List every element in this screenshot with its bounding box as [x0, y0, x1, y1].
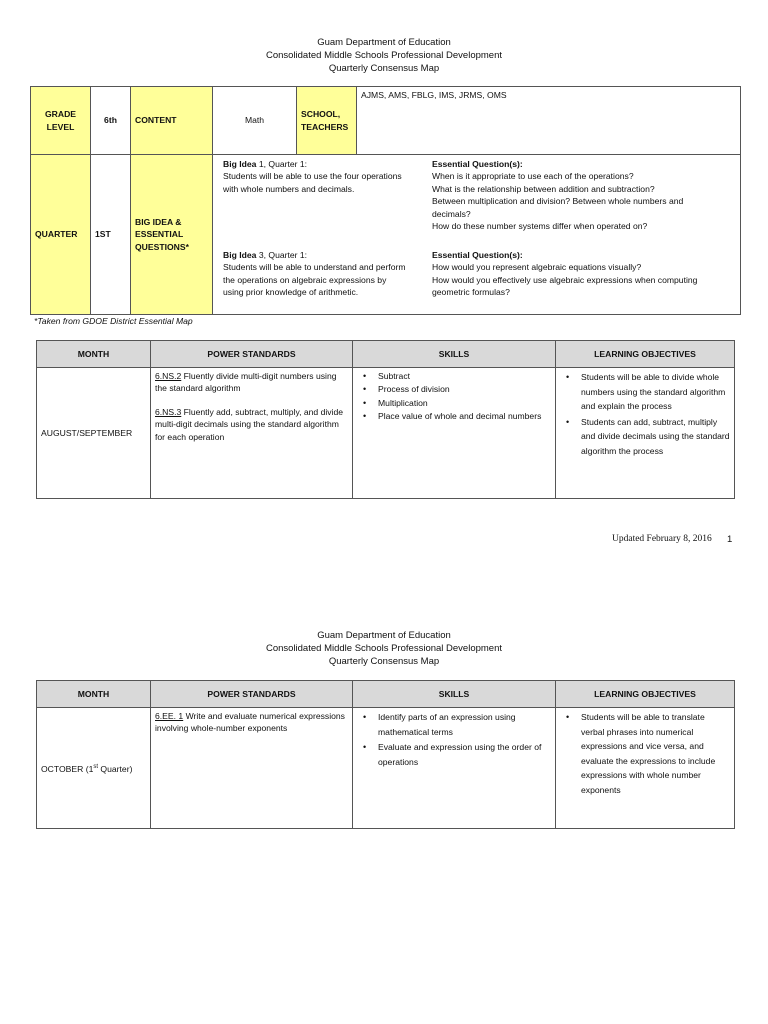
big-idea-3-text: Students will be able to understand and perform the operations on algebraic expressions by using prior knowledge of arithmetic. — [223, 262, 406, 298]
col-header-learning-objectives: LEARNING OBJECTIVES — [556, 681, 735, 708]
list-item: • Identify parts of an expression using mathematical terms — [357, 710, 551, 739]
updated-date: Updated February 8, 2016 — [612, 534, 712, 544]
list-item: • Students can add, subtract, multiply and divide decimals using the standard algorithm the process — [560, 415, 730, 459]
power-standards-cell: 6.EE. 1 Write and evaluate numerical expressions involving whole-number exponents — [151, 708, 353, 829]
big-idea-3: Big Idea 3, Quarter 1: Students will be able to understand and perform the operations on algebraic expressions by using prior knowledge of arithmetic. — [223, 250, 406, 298]
header-line-1: Guam Department of Education — [317, 37, 451, 48]
col-header-month: MONTH — [37, 341, 151, 368]
standard-code: 6.EE. 1 — [155, 711, 184, 721]
grade-level-label: GRADE LEVEL — [31, 87, 91, 155]
page1-header — [0, 36, 768, 75]
col-header-learning-objectives: LEARNING OBJECTIVES — [556, 341, 735, 368]
big-ideas-cell — [213, 155, 741, 315]
month-table-1 — [36, 340, 735, 499]
list-item: • Students will be able to translate verbal phrases into numerical expressions and vice versa, and evaluate the expressions to include expressions with whole number exponents — [560, 710, 730, 798]
col-header-skills: SKILLS — [353, 681, 556, 708]
header-line-3: Quarterly Consensus Map — [328, 63, 440, 74]
list-item: • Subtract — [357, 370, 551, 382]
footnote: *Taken from GDOE District Essential Map — [34, 316, 193, 326]
list-item: • Students will be able to divide whole numbers using the standard algorithm and explain the process — [560, 370, 730, 414]
school-value: AJMS, AMS, FBLG, IMS, JRMS, OMS — [357, 87, 741, 155]
header-line-2: Consolidated Middle Schools Professional Development — [265, 643, 503, 654]
content-label: CONTENT — [131, 87, 213, 155]
standard-code: 6.NS.2 — [155, 371, 182, 381]
col-header-skills: SKILLS — [353, 341, 556, 368]
objectives-cell — [556, 708, 735, 829]
list-item: • Multiplication — [357, 397, 551, 409]
grade-level-value: 6th — [91, 87, 131, 155]
objectives-cell — [556, 368, 735, 499]
skills-cell — [353, 368, 556, 499]
quarter-label: QUARTER — [31, 155, 91, 315]
big-idea-1-text: Students will be able to use the four operations with whole numbers and decimals. — [223, 171, 402, 194]
essential-questions-3: Essential Question(s): How would you represent algebraic equations visually? How would you effectively use algebraic expressions when computing geometric formulas? — [432, 250, 698, 298]
header-line-2: Consolidated Middle Schools Professional Development — [265, 50, 503, 61]
col-header-power-standards: POWER STANDARDS — [151, 341, 353, 368]
school-label: SCHOOL, TEACHERS — [297, 87, 357, 155]
col-header-power-standards: POWER STANDARDS — [151, 681, 353, 708]
month-cell: OCTOBER (1st Quarter) — [37, 708, 151, 829]
header-line-3: Quarterly Consensus Map — [328, 656, 440, 667]
skills-cell — [353, 708, 556, 829]
quarter-value: 1ST — [91, 155, 131, 315]
standard-code: 6.NS.3 — [155, 406, 182, 417]
essential-questions-1: Essential Question(s): When is it appropriate to use each of the operations? What is the relationship between addition and subtraction? Between multiplication and division? Between whole numbers and decimals? How do these number systems differ when operated on? — [432, 159, 684, 232]
month-table-2 — [36, 680, 735, 829]
list-item: • Evaluate and expression using the order of operations — [357, 740, 551, 769]
page-number: 1 — [727, 534, 733, 545]
page2-header — [0, 629, 768, 668]
big-idea-label: BIG IDEA & ESSENTIAL QUESTIONS* — [131, 155, 213, 315]
header-line-1: Guam Department of Education — [317, 630, 451, 641]
list-item: • Process of division — [357, 383, 551, 395]
month-cell: AUGUST/SEPTEMBER — [37, 368, 151, 499]
list-item: • Place value of whole and decimal numbers — [357, 410, 551, 422]
big-idea-1: Big Idea 1, Quarter 1: Students will be able to use the four operations with whole numbers and decimals. — [223, 158, 407, 195]
info-table — [30, 86, 741, 315]
content-value: Math — [213, 87, 297, 155]
power-standards-cell: 6.NS.2 Fluently divide multi-digit numbers using the standard algorithm 6.NS.3 Fluently add, subtract, multiply, and divide multi-digit decimals using the standard algorithm for each operation — [151, 368, 353, 499]
col-header-month: MONTH — [37, 681, 151, 708]
